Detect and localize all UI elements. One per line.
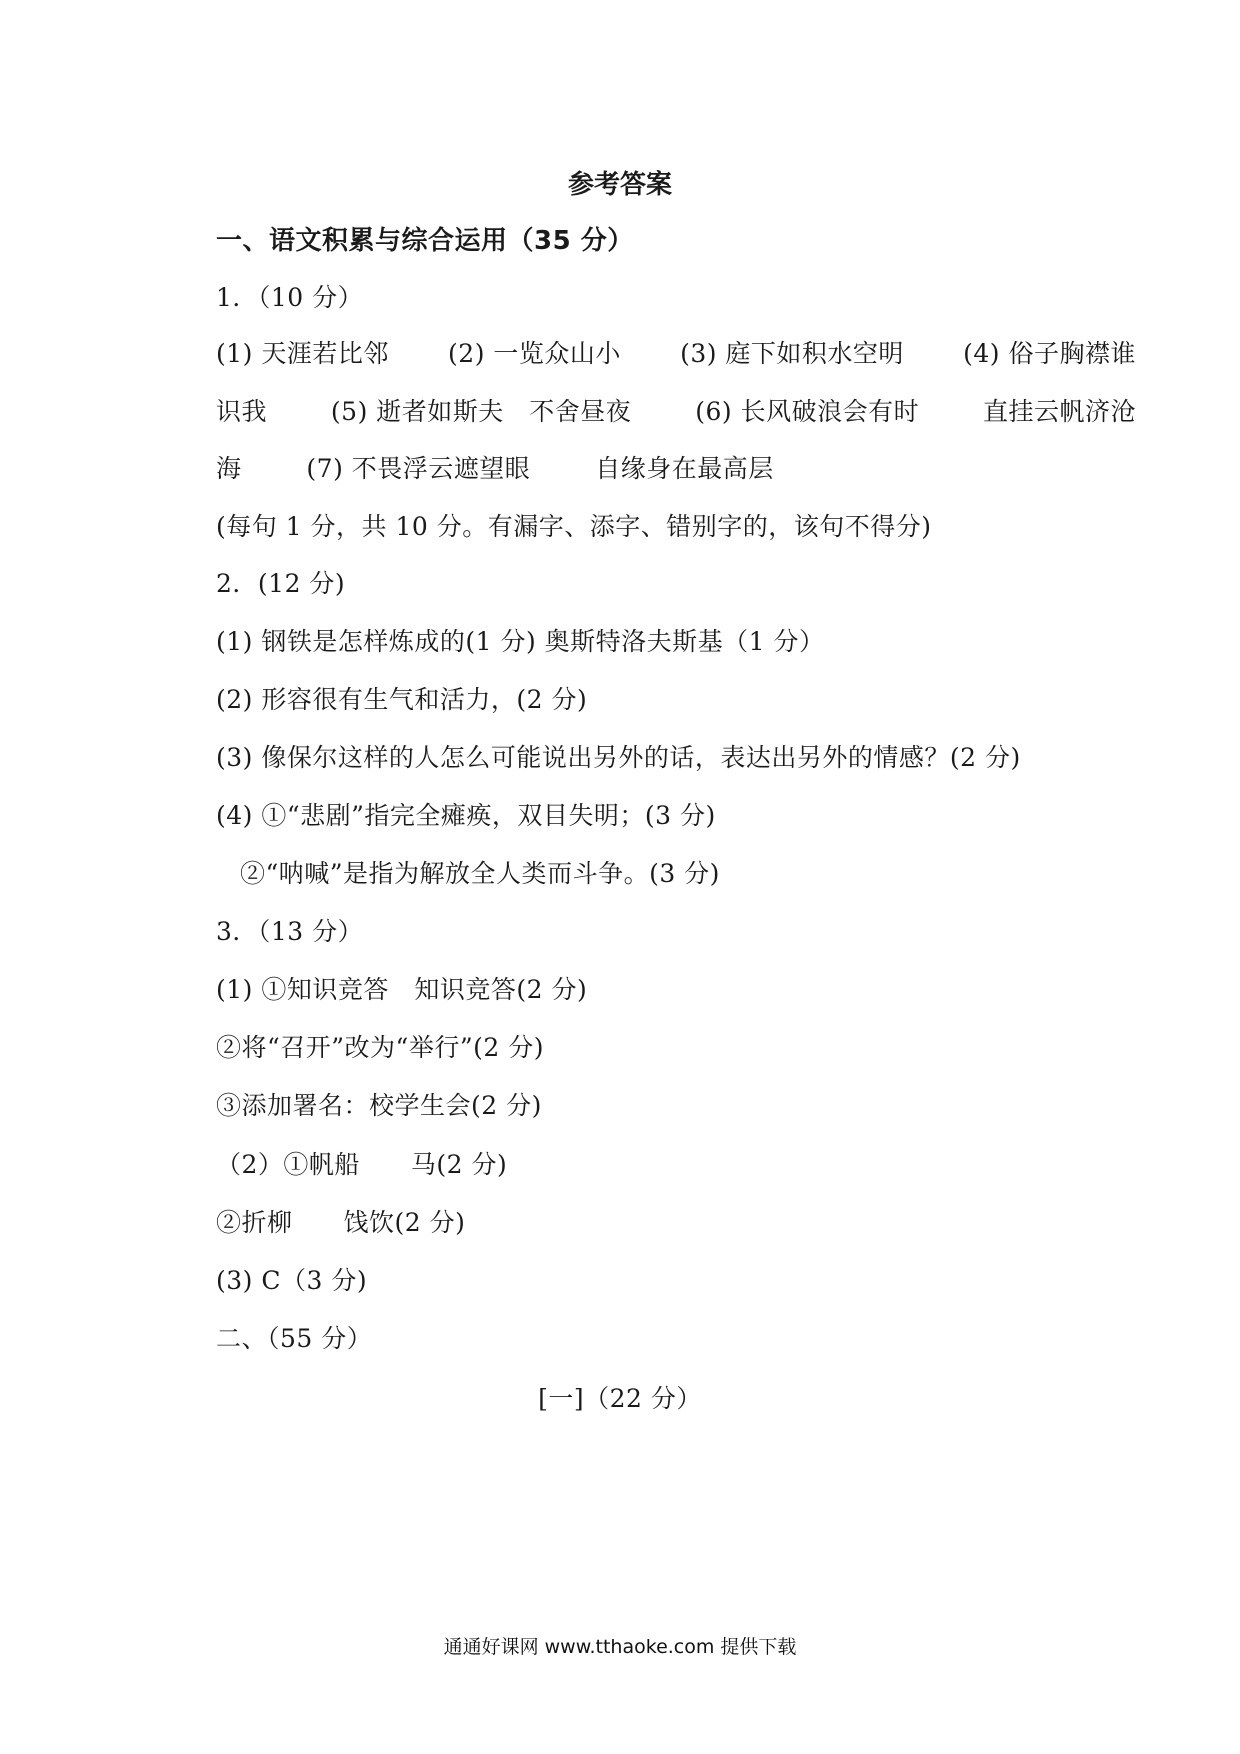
page-title: 参考答案 [567,170,672,200]
answer-3-1-1: (1) ①知识竞答 知识竞答(2 分) [216,975,588,1004]
section-2-subheading: [一]（22 分） [538,1384,702,1413]
answer-1-2: (2) 一览众山小 [448,339,621,368]
footer-source: 通通好课网 www.tthaoke.com 提供下载 [443,1636,797,1658]
answer-2-2: (2) 形容很有生气和活力，(2 分) [216,685,588,714]
question-3-header: 3．（13 分） [216,917,364,946]
section-2-heading: 二、（55 分） [216,1324,373,1353]
answer-1-6-part-3: 海 [216,454,242,483]
question-1-header: 1．（10 分） [216,283,364,312]
answer-2-1: (1) 钢铁是怎样炼成的(1 分) 奥斯特洛夫斯基（1 分） [216,627,825,656]
answer-3-2-1: （2）①帆船 马(2 分) [216,1150,508,1179]
question-2-header: 2．(12 分) [216,569,346,598]
answer-3-3: (3) C（3 分) [216,1266,368,1295]
question-1-line-3 [216,453,774,485]
answer-2-3: (3) 像保尔这样的人怎么可能说出另外的话，表达出另外的情感？(2 分) [216,743,1021,772]
answer-1-4-part-2: 识我 [216,397,268,426]
answer-1-6-part-1: (6) 长风破浪会有时 [695,397,920,426]
answer-1-7-part-1: (7) 不畏浮云遮望眼 [306,454,531,483]
question-1-note: (每句 1 分，共 10 分。有漏字、添字、错别字的，该句不得分) [216,512,932,541]
answer-1-7-part-2: 自缘身在最高层 [595,454,774,483]
answer-1-3: (3) 庭下如积水空明 [680,339,904,368]
section-1-heading: 一、语文积累与综合运用（35 分） [216,226,634,256]
answer-3-2-2: ②折柳 饯饮(2 分) [216,1208,466,1237]
answer-1-5: (5) 逝者如斯夫 不舍昼夜 [330,397,632,426]
question-1-line-2 [216,396,1136,428]
answer-3-1-2: ②将“召开”改为“举行”(2 分) [216,1033,544,1062]
question-1-line-1 [216,338,1136,370]
answer-1-6-part-2: 直挂云帆济沧 [982,397,1136,426]
answer-2-4-1: (4) ①“悲剧”指完全瘫痪，双目失明；(3 分) [216,801,716,830]
answer-1-4-part-1: (4) 俗子胸襟谁 [963,339,1136,368]
answer-2-4-2: ②“呐喊”是指为解放全人类而斗争。(3 分) [240,859,720,888]
answer-1-1: (1) 天涯若比邻 [216,339,389,368]
answer-3-1-3: ③添加署名：校学生会(2 分) [216,1091,542,1120]
